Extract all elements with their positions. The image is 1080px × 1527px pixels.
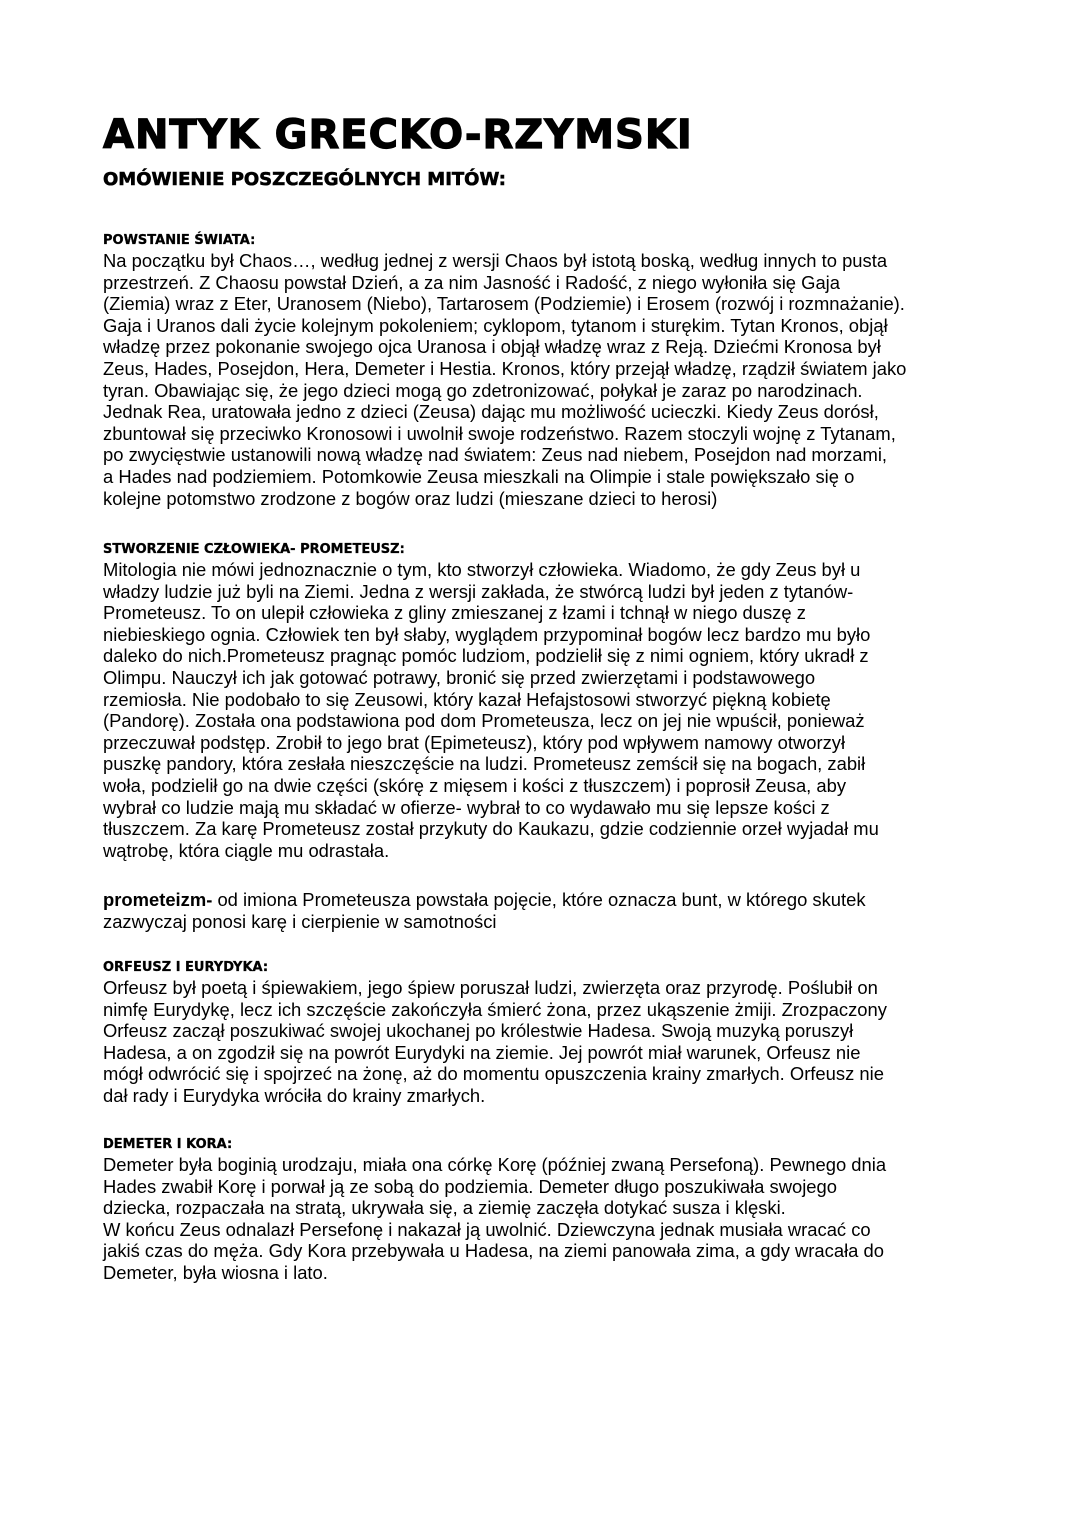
section-heading: POWSTANIE ŚWIATA: <box>103 233 256 248</box>
section-orfeusz-i-eurydyka <box>103 959 983 1107</box>
section-body: Mitologia nie mówi jednoznacznie o tym, kto stworzył człowieka. Wiadomo, że gdy Zeus był u władzy ludzie już byli na Ziemi. Jedna z wersji zakłada, że stwórcą ludzi był jeden z tytanów- Prometeusz. To on ulepił człowieka z gliny zmieszanej z łzami i tchnął w niego duszę z niebieskiego ognia. Człowiek ten był słaby, wyglądem przypominał bogów lecz bardzo mu było daleko do nich.Prometeusz pragnąc pomóc ludziom, podzielił się z nimi ogniem, który ukradł z Olimpu. Nauczył ich jak gotować potrawy, bronić się przed zwierzętami i podstawowego rzemiosła. Nie podobało to się Zeusowi, który kazał Hefajstosowi stworzyć piękną kobietę (Pandorę). Została ona podstawiona pod dom Prometeusza, lecz on jej nie wpuścił, ponieważ przeczuwał podstęp. Zrobił to jego brat (Epimeteusz), który pod wpływem namowy otworzył puszkę pandory, która zesłała nieszczęście na ludzi. Prometeusz zemścił się na bogach, zabił woła, podzielił go na dwie części (skórę z mięsem i kości z tłuszczem) i poprosił Zeusa, aby wybrał co ludzie mają mu składać w ofierze- wybrał to co wydawało mu się lepsze kości z tłuszczem. Za karę Prometeusz został przykuty do Kaukazu, gdzie codziennie orzeł wyjadał mu wątrobę, która ciągle mu odrastała. <box>103 559 879 861</box>
section-heading: ORFEUSZ I EURYDYKA: <box>103 960 269 975</box>
section-heading: STWORZENIE CZŁOWIEKA- PROMETEUSZ: <box>103 542 405 557</box>
definition-body <box>103 889 983 932</box>
definition-term: prometeizm- <box>103 889 213 910</box>
section-stworzenie-czlowieka <box>103 541 983 861</box>
section-body: Demeter była boginią urodzaju, miała ona córkę Korę (później zwaną Persefoną). Pewnego dnia Hades zwabił Korę i porwał ją ze sobą do podziemia. Demeter długo poszukiwała swojego dziecka, rozpaczała na stratą, ukrywała się, a ziemię zaczęła dotykać susza i klęski. W końcu Zeus odnalazł Persefonę i nakazał ją uwolnić. Dziewczyna jednak musiała wracać co jakiś czas do męża. Gdy Kora przebywała u Hadesa, na ziemi panowała zima, a gdy wracała do Demeter, była wiosna i lato. <box>103 1154 887 1283</box>
section-body: Na początku był Chaos…, według jednej z wersji Chaos był istotą boską, według innych to pusta przestrzeń. Z Chaosu powstał Dzień, a za nim Jasność i Radość, z niego wyłoniła się Gaja (Ziemia) wraz z Eter, Uranosem (Niebo), Tartarosem (Podziemie) i Erosem (rozwój i rozmnażanie). Gaja i Uranos dali życie kolejnym pokoleniem; cyklopom, tytanom i sturękim. Tytan Kronos, objął władzę przez pokonanie swojego ojca Uranosa i objął władzę wraz z Reją. Dziećmi Kronosa był Zeus, Hades, Posejdon, Hera, Demeter i Hestia. Kronos, który przejął władzę, rządził światem jako tyran. Obawiając się, że jego dzieci mogą go zdetronizować, połykał je zaraz po narodzinach. Jednak Rea, uratowała jedno z dzieci (Zeusa) dając mu możliwość ucieczki. Kiedy Zeus dorósł, zbuntował się przeciwko Kronosowi i uwolnił swoje rodzeństwo. Razem stoczyli wojnę z Tytanam, po zwycięstwie ustanowili nową władzę nad światem: Zeus nad niebem, Posejdon nad morzami, a Hades nad podziemiem. Potomkowie Zeusa mieszkali na Olimpie i stale powiększało się o kolejne potomstwo zrodzone z bogów oraz ludzi (mieszane dzieci to herosi) <box>103 250 907 509</box>
page-subtitle: OMÓWIENIE POSZCZEGÓLNYCH MITÓW: <box>103 169 506 190</box>
definition-prometeizm <box>103 889 983 932</box>
section-heading: DEMETER I KORA: <box>103 1137 233 1152</box>
definition-text: od imiona Prometeusza powstała pojęcie, które oznacza bunt, w którego skutek zazwyczaj ponosi karę i cierpienie w samotności <box>103 889 866 932</box>
section-body: Orfeusz był poetą i śpiewakiem, jego śpiew poruszał ludzi, zwierzęta oraz przyrodę. Poślubił on nimfę Eurydykę, lecz ich szczęście zakończyła śmierć żona, przez ukąszenie żmiji. Zrozpaczony Orfeusz zaczął poszukiwać swojej ukochanej po królestwie Hadesa. Swoją muzyką poruszył Hadesa, a on zgodził się na powrót Eurydyki na ziemie. Jej powrót miał warunek, Orfeusz nie mógł odwrócić się i spojrzeć na żonę, aż do momentu opuszczenia krainy zmarłych. Orfeusz nie dał rady i Eurydyka wróciła do krainy zmarłych. <box>103 977 887 1106</box>
page-title: ANTYK GRECKO-RZYMSKI <box>103 112 693 158</box>
section-powstanie-swiata <box>103 232 983 509</box>
section-demeter-i-kora <box>103 1136 983 1284</box>
document-page <box>103 112 983 1283</box>
